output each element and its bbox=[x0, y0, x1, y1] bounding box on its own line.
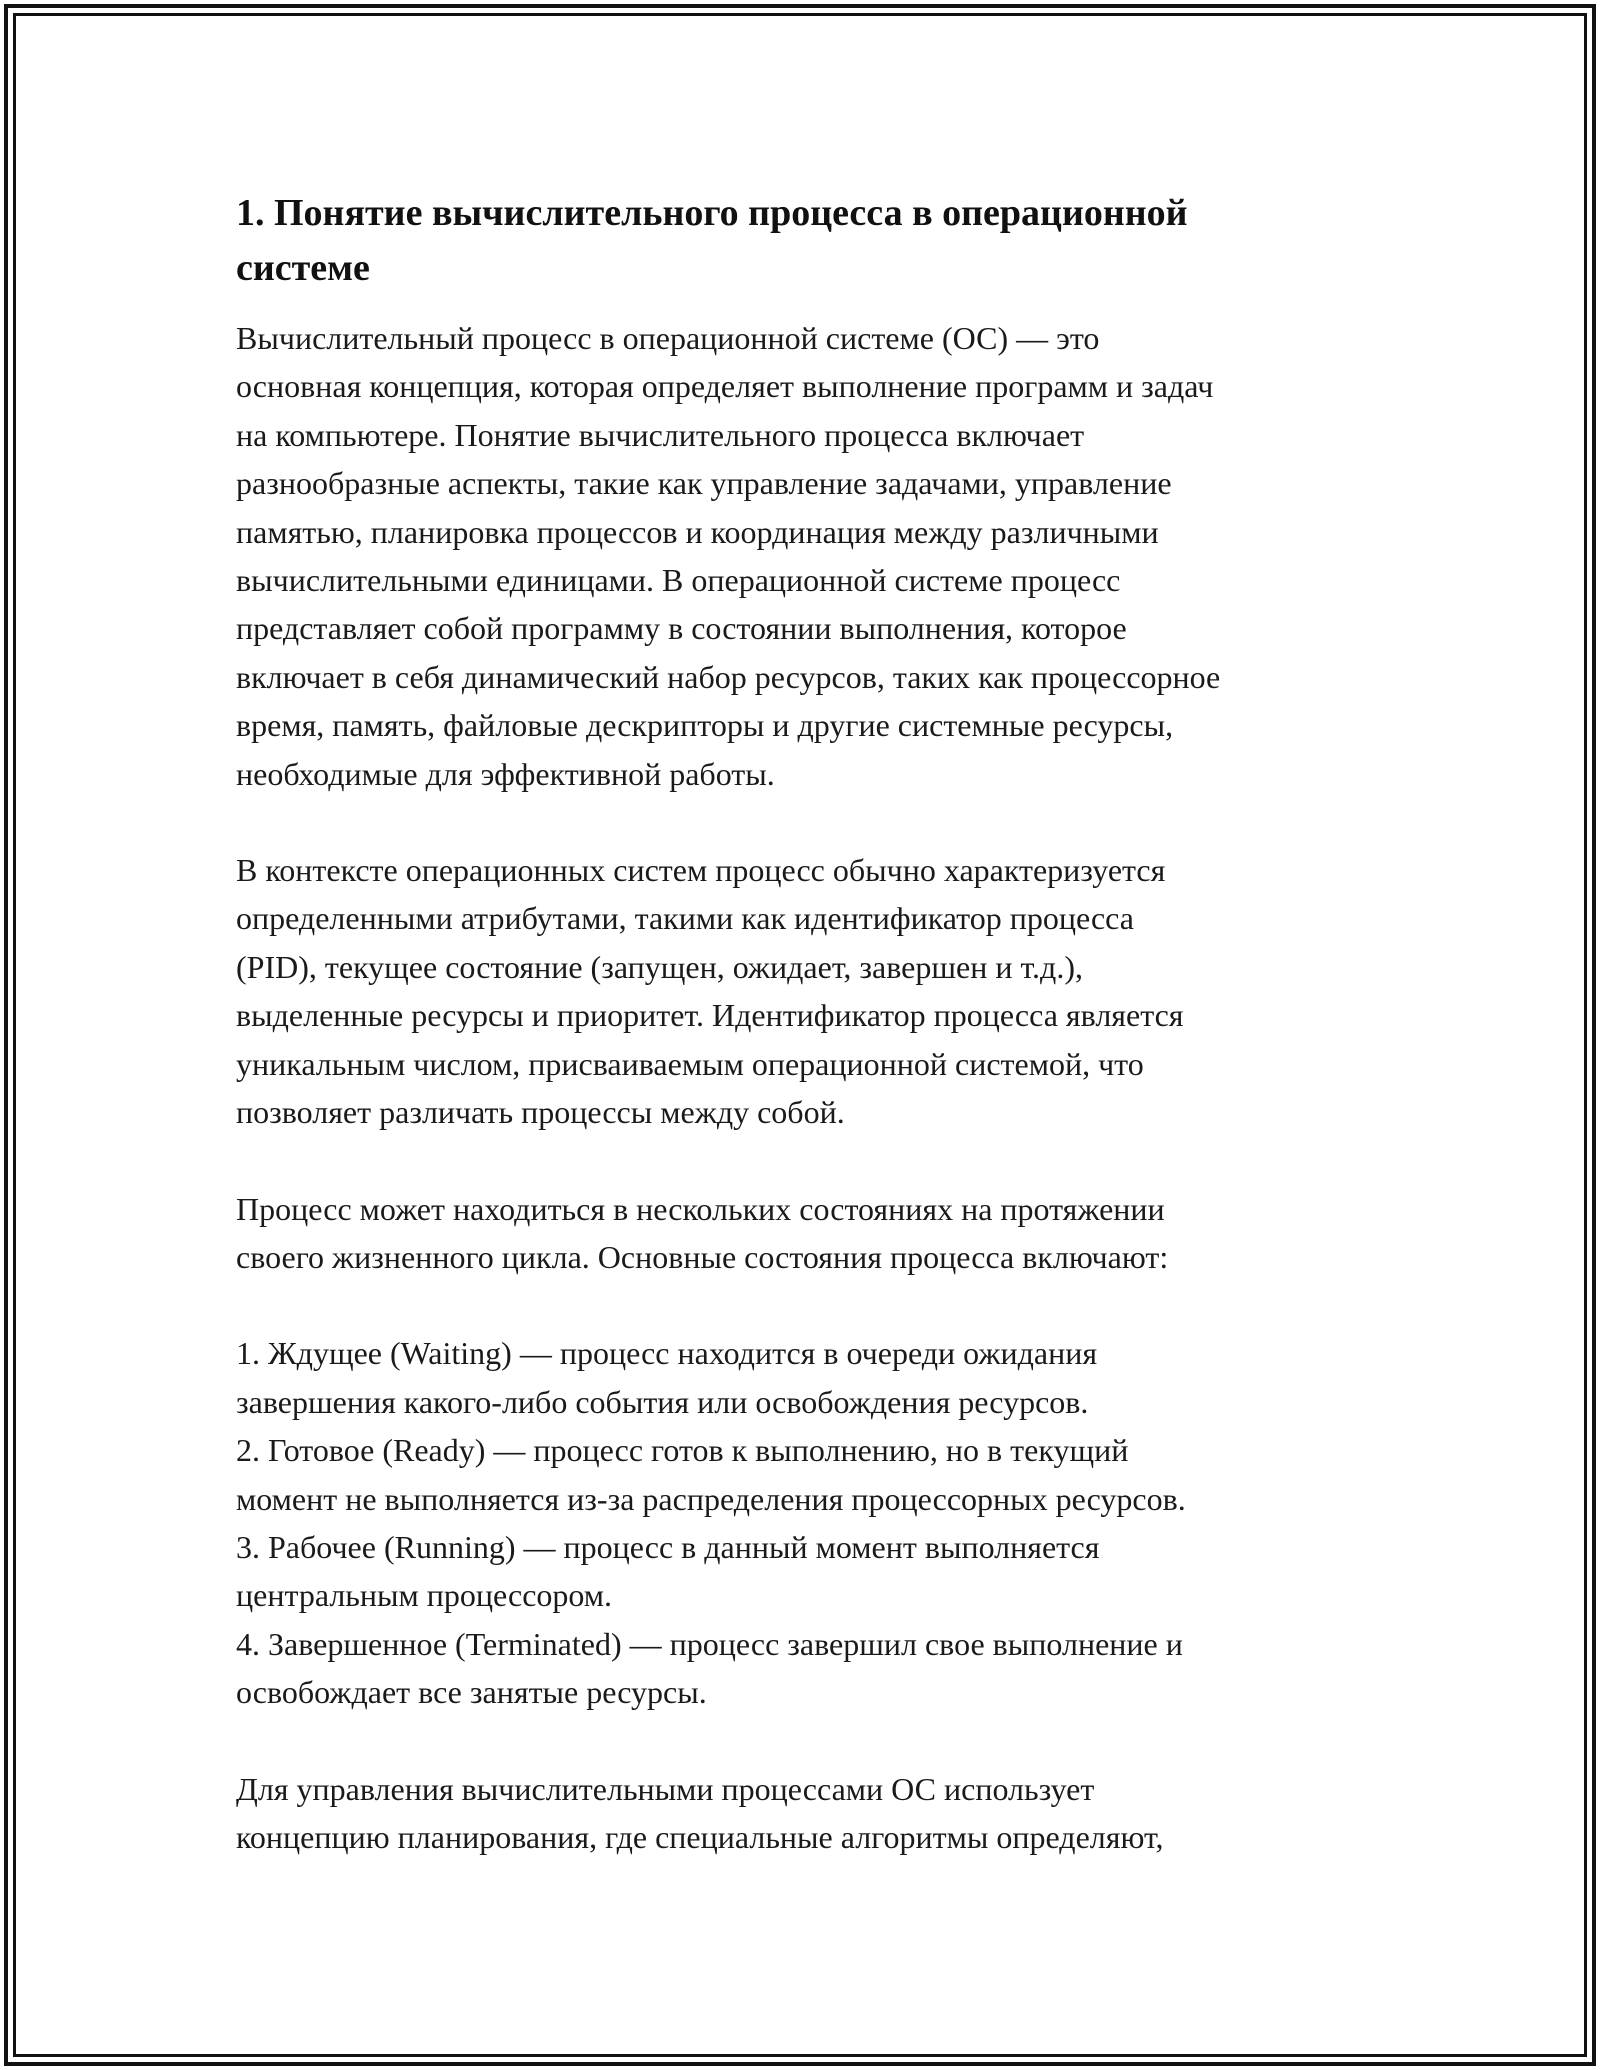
paragraph-process-attributes: В контексте операционных систем процесс обычно характеризуется определенными атрибутами, такими как идентификатор процесса (PID), текущее состояние (запущен, ожидает, завершен и т.д.), выделенные ресурсы и приоритет. Идентификатор процесса является уникальным числом, присваиваемым операционной системой, что позволяет различать процессы между собой. bbox=[236, 852, 1184, 1131]
document-body bbox=[236, 186, 1386, 1909]
list-item-running: 3. Рабочее (Running) — процесс в данный момент выполняется центральным процессором. bbox=[236, 1528, 1100, 1614]
paragraph-scheduling: Для управления вычислительными процессами ОС использует концепцию планирования, где специальные алгоритмы определяют, bbox=[236, 1770, 1164, 1855]
list-item-terminated: 4. Завершенное (Terminated) — процесс завершил свое выполнение и освобождает все занятые ресурсы. bbox=[236, 1625, 1183, 1711]
section-heading: 1. Понятие вычислительного процесса в операционной системе bbox=[236, 192, 1188, 289]
paragraph-process-states-intro: Процесс может находиться в нескольких состояниях на протяжении своего жизненного цикла. Основные состояния процесса включают: bbox=[236, 1190, 1169, 1275]
process-states-list bbox=[236, 1329, 1386, 1716]
paragraph-process-definition: Вычислительный процесс в операционной системе (ОС) — это основная концепция, которая определяет выполнение программ и задач на компьютере. Понятие вычислительного процесса включает разнообразные аспекты, такие как управление задачами, управление памятью, планировка процессов и координация между различными вычислительными единицами. В операционной системе процесс представляет собой программу в состоянии выполнения, которое включает в себя динамический набор ресурсов, таких как процессорное время, память, файловые дескрипторы и другие системные ресурсы, необходимые для эффективной работы. bbox=[236, 320, 1221, 792]
list-item-waiting: 1. Ждущее (Waiting) — процесс находится в очереди ожидания завершения какого-либо события или освобождения ресурсов. bbox=[236, 1335, 1098, 1420]
list-item-ready: 2. Готовое (Ready) — процесс готов к выполнению, но в текущий момент не выполняется из-за распределения процессорных ресурсов. bbox=[236, 1432, 1186, 1517]
